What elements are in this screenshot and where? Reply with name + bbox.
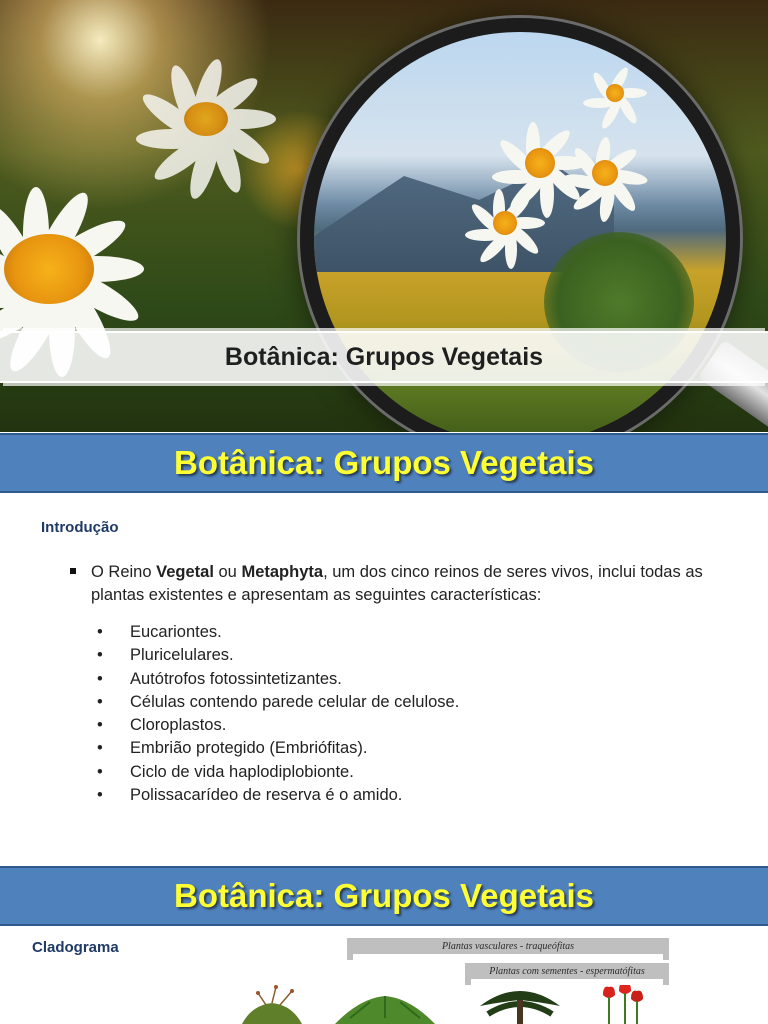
lead-bold-vegetal: Vegetal xyxy=(156,563,214,581)
clado-section-header xyxy=(0,866,768,926)
tulip-flowers-image xyxy=(595,985,647,1024)
intro-section-header xyxy=(0,433,768,493)
bracket-seed-plants: Plantas com sementes - espermatófitas xyxy=(465,963,669,979)
intro-subheading: Introdução xyxy=(41,519,119,536)
list-item: • Autótrofos fotossintetizantes. xyxy=(97,668,459,691)
lead-text-1: O Reino xyxy=(91,563,157,581)
list-item: • Pluricelulares. xyxy=(97,644,459,667)
intro-header-title: Botânica: Grupos Vegetais xyxy=(174,444,594,481)
daisy-top-image xyxy=(205,118,206,119)
clado-subheading: Cladograma xyxy=(32,939,119,956)
moss-plant-image xyxy=(232,985,312,1024)
lead-text-3: , um dos cinco reinos de seres vivos, inclui todas as plantas existentes e apresentam as seguintes características: xyxy=(91,563,703,604)
daisy-left-image xyxy=(48,268,49,269)
lead-text-2: ou xyxy=(213,563,242,581)
fern-plant-image xyxy=(330,988,440,1024)
list-item: • Embrião protegido (Embriófitas). xyxy=(97,737,459,760)
list-item: • Polissacarídeo de reserva é o amido. xyxy=(97,784,459,807)
bracket-vascular-plants: Plantas vasculares - traqueófitas xyxy=(347,938,669,954)
intro-lead-paragraph xyxy=(70,561,740,607)
cover-title: Botânica: Grupos Vegetais xyxy=(224,342,544,371)
cover-slide xyxy=(0,0,768,432)
square-bullet-icon xyxy=(70,568,76,574)
list-item: • Células contendo parede celular de celulose. xyxy=(97,691,459,714)
araucaria-tree-image xyxy=(470,980,570,1024)
clado-header-title: Botânica: Grupos Vegetais xyxy=(174,877,594,914)
list-item: • Cloroplastos. xyxy=(97,714,459,737)
lead-bold-metaphyta: Metaphyta xyxy=(241,563,324,581)
cover-title-band xyxy=(0,331,768,383)
list-item: • Ciclo de vida haplodiplobionte. xyxy=(97,761,459,784)
list-item: • Eucariontes. xyxy=(97,621,459,644)
characteristics-list xyxy=(97,621,459,807)
